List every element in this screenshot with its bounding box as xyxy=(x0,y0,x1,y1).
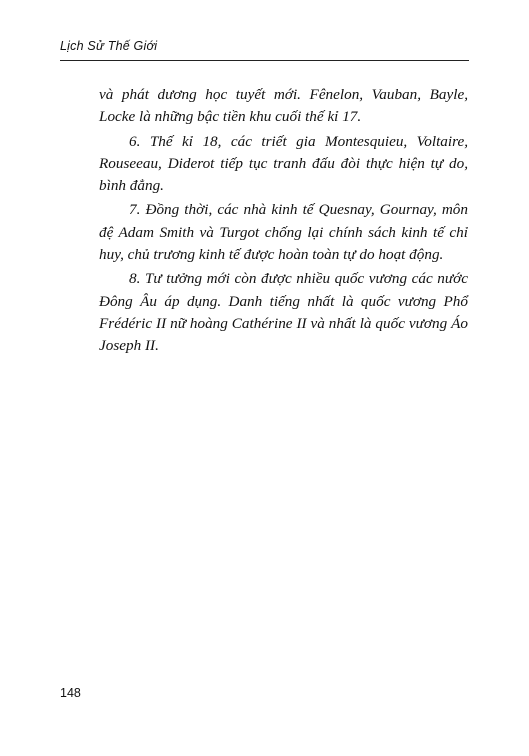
page-body xyxy=(99,84,468,358)
paragraph-6: 6. Thế kỉ 18, các triết gia Montesquieu, Voltaire, Rouseeau, Diderot tiếp tục tranh đấu đòi thực hiện tự do, bình đẳng. xyxy=(99,132,468,195)
paragraph-7: 7. Đồng thời, các nhà kinh tế Quesnay, Gournay, môn đệ Adam Smith và Turgot chống lại chính sách kinh tế chỉ huy, chủ trương kinh tế được hoàn toàn tự do hoạt động. xyxy=(99,201,468,264)
header-divider xyxy=(60,60,469,61)
paragraph-8: 8. Tư tưởng mới còn được nhiều quốc vương các nước Đông Âu áp dụng. Danh tiếng nhất là quốc vương Phổ Frédéric II nữ hoàng Cathérine II và nhất là quốc vương Áo Joseph II. xyxy=(99,270,468,355)
running-header-title: Lịch Sử Thế Giới xyxy=(60,39,158,53)
page-number: 148 xyxy=(60,686,81,700)
paragraph-continuation: và phát dương học tuyết mới. Fênelon, Vauban, Bayle, Locke là những bậc tiền khu cuối thế kỉ 17. xyxy=(99,86,468,126)
